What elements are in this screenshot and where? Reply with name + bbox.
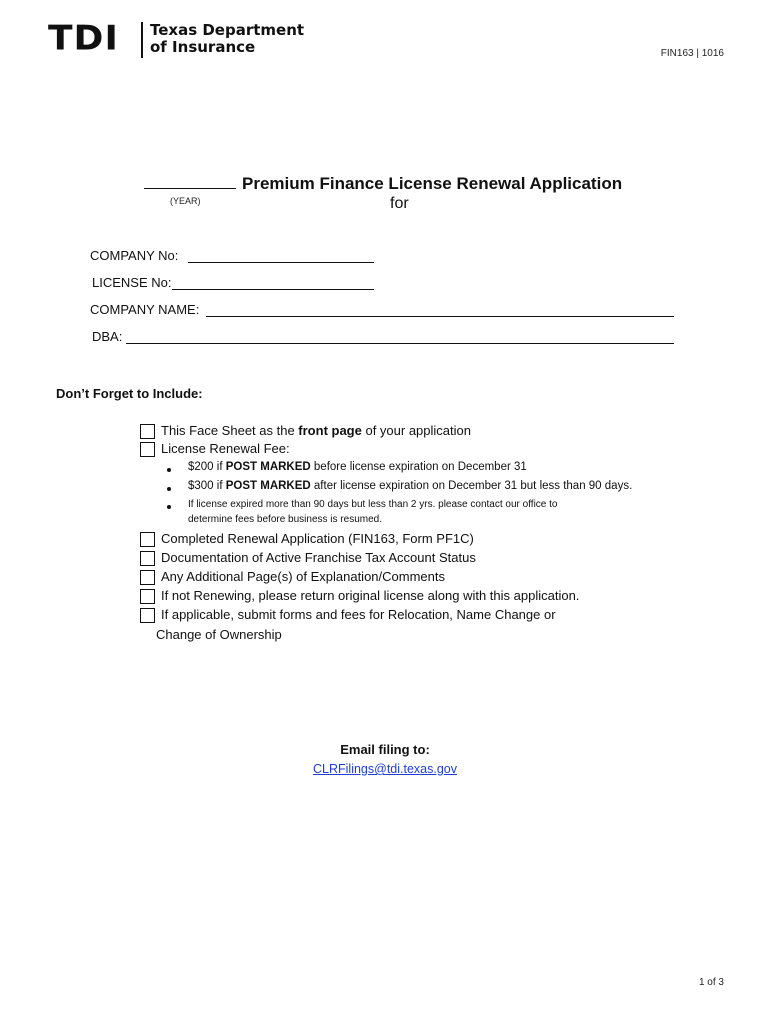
company-name-field[interactable] xyxy=(206,316,674,317)
email-link[interactable]: CLRFilings@tdi.texas.gov xyxy=(313,762,457,776)
bullet-icon xyxy=(167,468,171,472)
company-no-field[interactable] xyxy=(188,262,374,263)
checklist-item-additional-pages xyxy=(140,569,445,585)
fee-item-expired-line-2: determine fees before business is resumed. xyxy=(188,514,382,525)
item-text: Any Additional Page(s) of Explanation/Comments xyxy=(161,569,445,584)
license-no-label: LICENSE No: xyxy=(92,275,172,290)
logo-line-1: Texas Department xyxy=(150,21,305,39)
dba-field[interactable] xyxy=(126,343,674,344)
company-no-label: COMPANY No: xyxy=(90,248,179,263)
checkbox-additional-pages[interactable] xyxy=(140,570,155,585)
checklist-item-renewal-application xyxy=(140,531,474,547)
checklist-item-franchise-tax xyxy=(140,550,476,566)
fee-item-300: $300 if POST MARKED after license expiration on December 31 but less than 90 days. xyxy=(188,480,633,492)
checkbox-face-sheet[interactable] xyxy=(140,424,155,439)
license-no-field[interactable] xyxy=(172,289,374,290)
checkbox-franchise-tax[interactable] xyxy=(140,551,155,566)
checklist-heading: Don’t Forget to Include: xyxy=(56,386,203,401)
checklist-item-face-sheet xyxy=(140,423,471,439)
item-text: Completed Renewal Application (FIN163, Form PF1C) xyxy=(161,531,474,546)
email-heading: Email filing to: xyxy=(340,742,430,757)
bullet-icon xyxy=(167,505,171,509)
logo-line-2: of Insurance xyxy=(150,38,256,56)
checklist-item-renewal-fee xyxy=(140,441,290,457)
item-text: License Renewal Fee: xyxy=(161,441,290,456)
checkbox-not-renewing[interactable] xyxy=(140,589,155,604)
checkbox-renewal-fee[interactable] xyxy=(140,442,155,457)
item-text: If applicable, submit forms and fees for Relocation, Name Change or xyxy=(161,607,556,622)
item-text: Documentation of Active Franchise Tax Account Status xyxy=(161,550,476,565)
item-text: If not Renewing, please return original license along with this application. xyxy=(161,588,580,603)
fee-item-200: $200 if POST MARKED before license expiration on December 31 xyxy=(188,461,527,473)
checklist-item-not-renewing xyxy=(140,588,579,604)
relocation-text-line-2: Change of Ownership xyxy=(156,627,282,642)
item-text: This Face Sheet as the front page of your application xyxy=(161,423,471,438)
page-number: 1 of 3 xyxy=(698,977,724,988)
checklist-item-relocation xyxy=(140,607,556,623)
dba-label: DBA: xyxy=(92,329,123,344)
year-label: (YEAR) xyxy=(170,196,201,206)
tdi-logo-name xyxy=(150,22,304,56)
logo-divider xyxy=(141,22,143,58)
company-name-label: COMPANY NAME: xyxy=(90,302,200,317)
year-blank-line[interactable] xyxy=(144,172,236,189)
tdi-logo-abbrev: TDI xyxy=(48,19,119,58)
checkbox-renewal-application[interactable] xyxy=(140,532,155,547)
bullet-icon xyxy=(167,487,171,491)
title-text: Premium Finance License Renewal Application xyxy=(242,174,623,193)
page-title xyxy=(144,172,622,194)
form-code: FIN163 | 1016 xyxy=(660,48,724,59)
for-label: for xyxy=(390,195,409,212)
checkbox-relocation[interactable] xyxy=(140,608,155,623)
fee-item-expired-line-1: If license expired more than 90 days but less than 2 yrs. please contact our office to xyxy=(188,499,558,510)
